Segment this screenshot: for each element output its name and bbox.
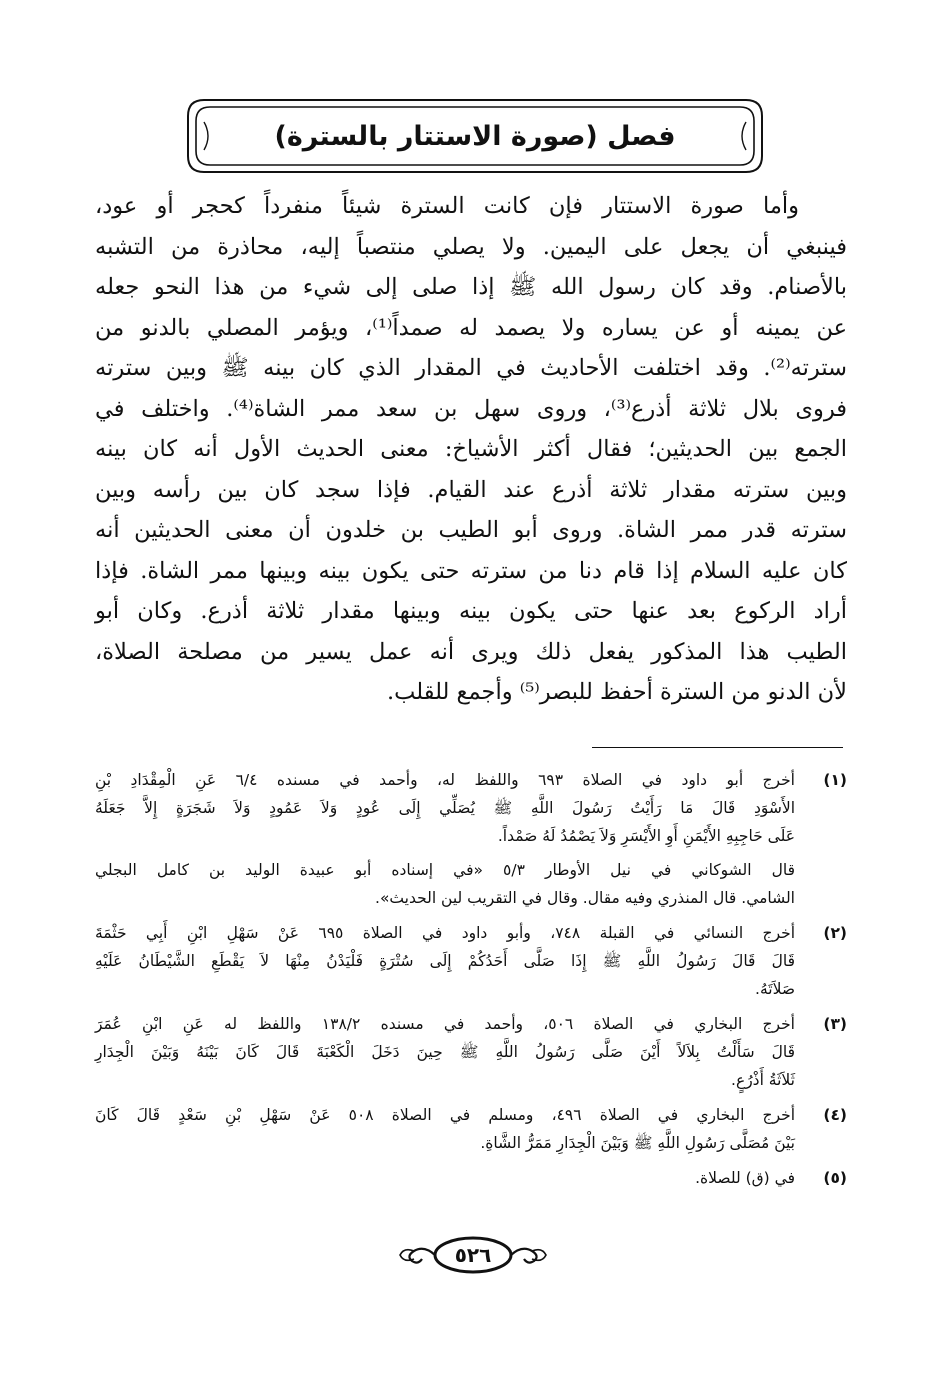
footnote <box>95 1010 847 1094</box>
text-line: سترته قدر ممر الشاة. وروى أبو الطيب بن خلدون أن معنى الحديثين أنه <box>95 517 847 543</box>
page-number: ٥٢٦ <box>454 1243 492 1267</box>
footnote-number: (٥) <box>823 1169 847 1187</box>
footnote-line: ثَلاَثَةُ أَذْرُعٍ. <box>731 1071 795 1089</box>
footnote <box>95 766 847 912</box>
footnote-line: قَالَ سَأَلْتُ بِلاَلاً أَيْنَ صَلَّى رَسُولُ اللَّهِ ﷺ حِينَ دَخَلَ الْكَعْبَةَ قَالَ كَانَ بَيْنَهُ وَبَيْنَ الْجِدَارِ <box>95 1043 795 1061</box>
footnote-line: الأَسْوَدِ قَالَ مَا رَأَيْتُ رَسُولَ اللَّهِ ﷺ يُصَلِّي إِلَى عُودٍ وَلاَ عَمُودٍ وَلاَ شَجَرَةٍ إِلاَّ جَعَلَهُ <box>95 799 795 817</box>
footnote-number: (٤) <box>823 1106 847 1124</box>
text-line: بالأصنام. وقد كان رسول الله ﷺ إذا صلى إلى شيء من هذا النحو جعله <box>95 274 847 300</box>
text-line: وأما صورة الاستتار فإن كانت السترة شيئاً منفرداً كحجر أو عود، <box>95 193 799 219</box>
text-line: سترته⁽²⁾. وقد اختلفت الأحاديث في المقدار الذي كان بينه ﷺ وبين سترته <box>95 355 847 381</box>
footnote-line: بَيْنَ مُصَلَّى رَسُولِ اللَّهِ ﷺ وَبَيْنَ الْجِدَارِ مَمَرُّ الشَّاةِ. <box>480 1134 795 1152</box>
footnote-line: أخرج البخاري في الصلاة ٤٩٦، ومسلم في الصلاة ٥٠٨ عَنْ سَهْلِ بْنِ سَعْدٍ قَالَ كَانَ <box>95 1106 796 1124</box>
text-line: عن يمينه أو عن يساره ولا يصمد له صمداً⁽¹⁾، ويؤمر المصلي بالدنو من <box>95 314 848 341</box>
footnote-number: (٣) <box>823 1015 847 1033</box>
footnote-line: في (ق) للصلاة. <box>695 1169 795 1187</box>
chapter-heading: فصل (صورة الاستتار بالسترة) <box>274 120 676 152</box>
footnote <box>95 1101 847 1157</box>
footnote <box>95 1164 847 1192</box>
footnote-line: أخرج أبو داود في الصلاة ٦٩٣ واللفظ له، وأحمد في مسنده ٦/٤ عَنِ الْمِقْدَادِ بْنِ <box>95 771 795 789</box>
text-line: أراد الركوع بعد عنها حتى يكون بينه وبينها مقدار ثلاثة أذرع. وكان أبو <box>95 598 847 624</box>
text-line: الطيب هذا المذكور يفعل ذلك ويرى أنه عمل يسير من مصلحة الصلاة، <box>95 638 847 665</box>
footnote-line: أخرج النسائي في القبلة ٧٤٨، وأبو داود في الصلاة ٦٩٥ عَنْ سَهْلِ ابْنِ أَبِي حَثْمَةَ <box>95 924 796 942</box>
footnote-number: (٢) <box>823 924 847 942</box>
footnote-line: عَلَى حَاجِبِهِ الأَيْمَنِ أَوِ الأَيْسَرِ وَلاَ يَصْمُدُ لَهُ صَمْداً. <box>497 827 795 845</box>
footnotes <box>95 766 847 1199</box>
footnote-number: (١) <box>823 771 847 789</box>
text-line: الجمع بين الحديثين؛ فقال أكثر الأشياخ: معنى الحديث الأول أنه كان بينه <box>95 436 847 462</box>
text-line: فينبغي أن يجعل على اليمين. ولا يصلي منتصباً إليه، محاذرة من التشبه <box>95 233 847 260</box>
text-line: فروى بلال ثلاثة أذرع⁽³⁾، وروى سهل بن سعد ممر الشاة⁽⁴⁾. واختلف في <box>95 395 847 422</box>
footnote-line: قَالَ قَالَ رَسُولُ اللَّهِ ﷺ إِذَا صَلَّى أَحَدُكُمْ إِلَى سُتْرَةٍ فَلْيَدْنُ مِنْهَا لاَ يَقْطَعِ الشَّيْطَانُ عَلَيْهِ <box>95 952 795 970</box>
chapter-heading-frame <box>184 96 766 176</box>
main-text <box>95 186 847 713</box>
text-line: لأن الدنو من السترة أحفظ للبصر⁽⁵⁾ وأجمع للقلب. <box>387 679 847 705</box>
footnote <box>95 919 847 1003</box>
footnote-commentary-line: الشامي. قال المنذري وفيه مقال. وقال في التقريب لين الحديث». <box>375 889 795 907</box>
footnote-line: أخرج البخاري في الصلاة ٥٠٦، وأحمد في مسنده ١٣٨/٢ واللفظ له عَنِ ابْنِ عُمَرَ <box>95 1015 795 1033</box>
footnote-commentary-line: قال الشوكاني في نيل الأوطار ٥/٣ «في إسناده أبو عبيدة الوليد بن كامل البجلي <box>95 861 795 879</box>
footnote-line: صَلاَتَهُ. <box>755 980 795 998</box>
text-line: وبين سترته مقدار ثلاثة أذرع عند القيام. فإذا سجد كان بين رأسه وبين <box>95 476 847 503</box>
page-number-ornament <box>398 1233 548 1277</box>
text-line: كان عليه السلام إذا قام دنا من سترته حتى يكون بينه وبينها ممر الشاة. فإذا <box>95 557 847 584</box>
footnote-separator <box>592 747 843 748</box>
